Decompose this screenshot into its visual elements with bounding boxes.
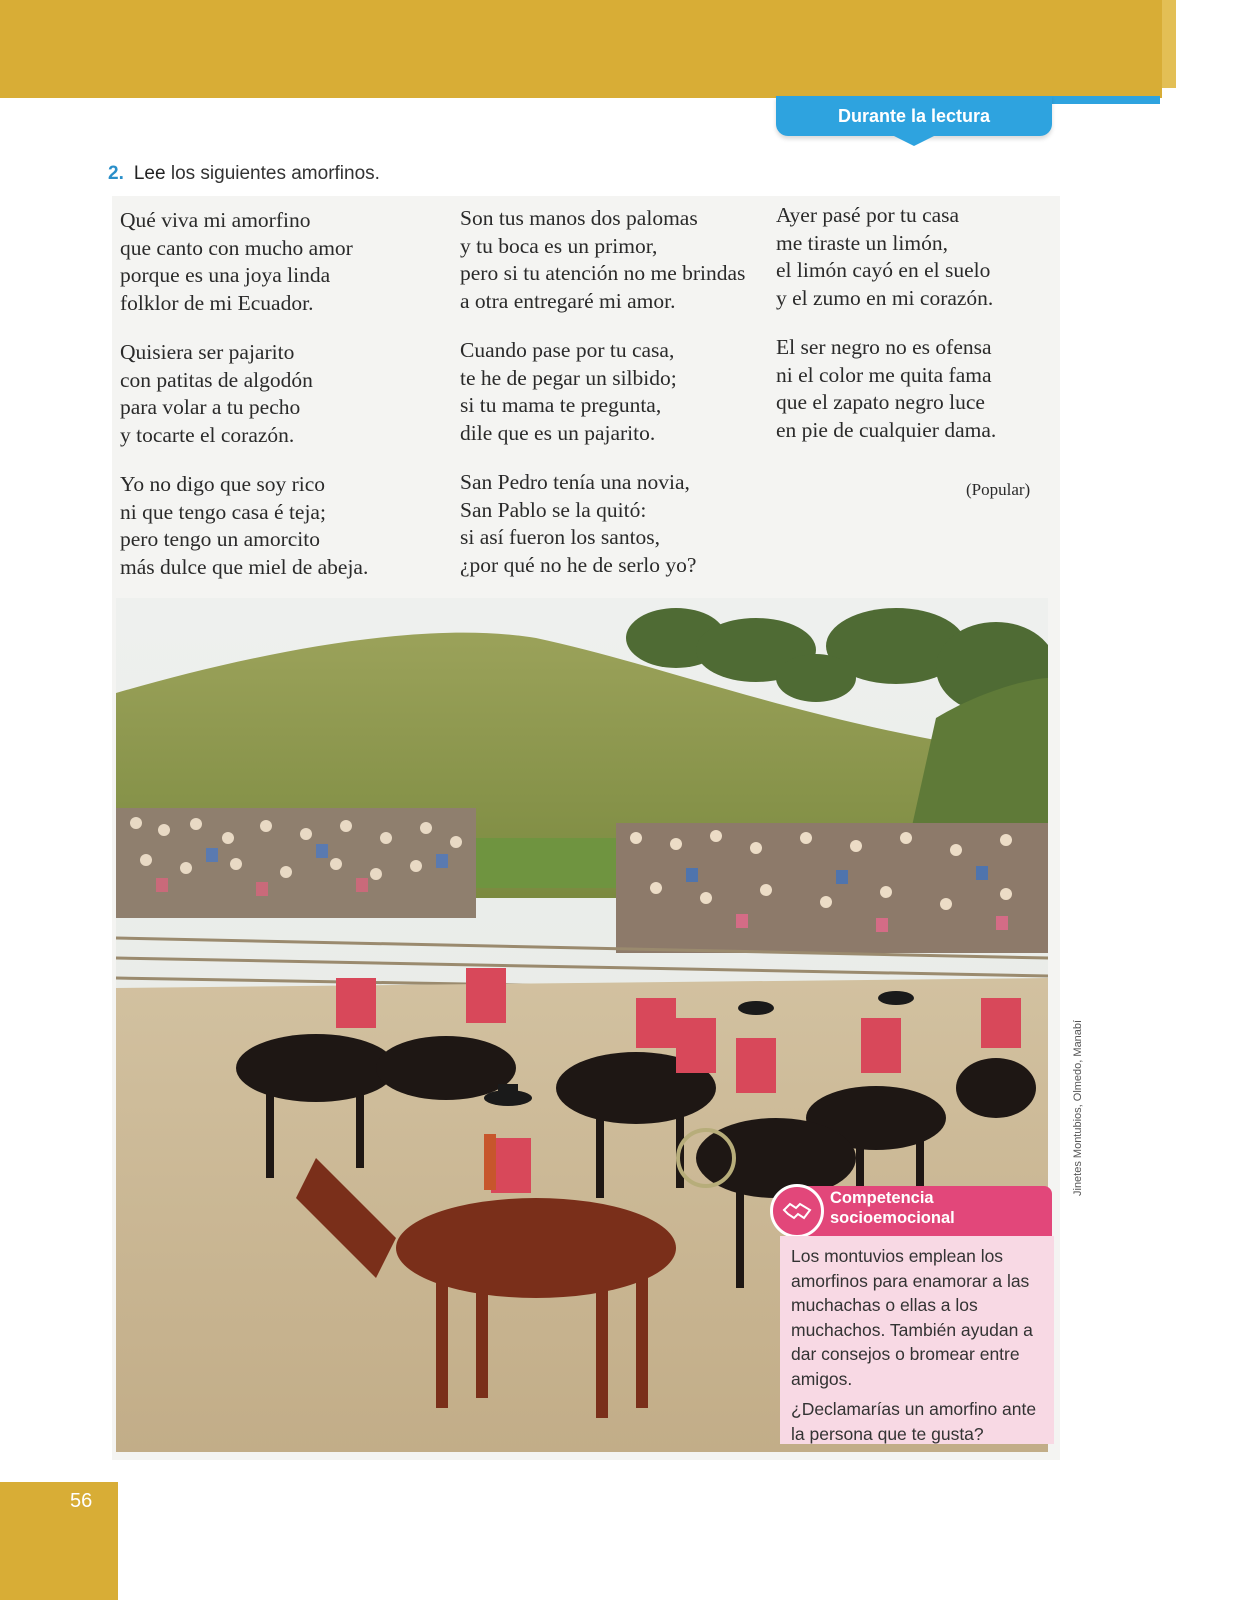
verse-line: ni que tengo casa é teja;	[120, 499, 326, 524]
stanza	[460, 469, 745, 579]
photo-credit: Jinetes Montubios, Olmedo, Manabí	[1072, 1019, 1084, 1196]
verse-line: el limón cayó en el suelo	[776, 258, 991, 282]
verse-line: a otra entregaré mi amor.	[460, 288, 676, 313]
activity-number: 2.	[108, 163, 124, 184]
competency-header	[794, 1186, 1052, 1236]
verse-line: y el zumo en mi corazón.	[776, 285, 994, 310]
verse-line: en pie de cualquier dama.	[776, 417, 997, 442]
verse-line: Cuando pase por tu casa,	[460, 338, 675, 362]
competency-title-line1: Competencia	[830, 1189, 934, 1207]
verse-line: ni el color me quita fama	[776, 362, 992, 387]
verse-line: me tiraste un limón,	[776, 230, 948, 255]
stanza	[120, 339, 368, 449]
stanza	[120, 207, 368, 317]
section-tab-rule	[1052, 96, 1160, 104]
page-number: 56	[70, 1490, 93, 1512]
section-tab: Durante la lectura	[776, 96, 1052, 136]
verse-line: Son tus manos dos palomas	[460, 206, 698, 230]
verse-line: y tocarte el corazón.	[120, 422, 295, 447]
poem-attribution: (Popular)	[966, 480, 1031, 499]
competency-body	[780, 1236, 1054, 1444]
verse-line: pero tengo un amorcito	[120, 527, 321, 551]
stanza	[460, 205, 745, 315]
verse-line: San Pedro tenía una novia,	[460, 470, 690, 494]
verse-line: Yo no digo que soy rico	[120, 472, 326, 496]
verse-line: Ayer pasé por tu casa	[776, 203, 960, 227]
activity-instruction	[108, 163, 380, 185]
stanza	[776, 334, 996, 444]
stanza	[120, 471, 368, 581]
competency-title-line2: socioemocional	[830, 1209, 955, 1227]
verse-line: pero si tu atención no me brindas	[460, 261, 746, 285]
verse-line: que el zapato negro luce	[776, 390, 985, 414]
poem-column-1	[120, 207, 368, 603]
verse-line: folklor de mi Ecuador.	[120, 290, 314, 315]
verse-line: ¿por qué no he de serlo yo?	[460, 552, 697, 577]
verse-line: si así fueron los santos,	[460, 525, 661, 549]
verse-line: que canto con mucho amor	[120, 235, 353, 260]
verse-line: para volar a tu pecho	[120, 395, 301, 419]
activity-text: los siguientes amorfinos.	[170, 163, 380, 184]
verse-line: dile que es un pajarito.	[460, 420, 656, 445]
verse-line: si tu mama te pregunta,	[460, 393, 662, 417]
verse-line: Qué viva mi amorfino	[120, 208, 311, 232]
verse-line: San Pablo se la quitó:	[460, 497, 647, 522]
stanza	[776, 202, 996, 312]
verse-line: y tu boca es un primor,	[460, 233, 658, 258]
verse-line: porque es una joya linda	[120, 263, 331, 287]
top-color-band	[0, 0, 1162, 98]
activity-verb: Lee	[133, 163, 166, 184]
verse-line: El ser negro no es ofensa	[776, 335, 992, 359]
stanza	[460, 337, 745, 447]
verse-line: te he de pegar un silbido;	[460, 365, 677, 390]
handshake-icon	[770, 1184, 824, 1238]
poem-column-2	[460, 205, 745, 601]
verse-line: Quisiera ser pajarito	[120, 340, 295, 364]
competency-box	[780, 1186, 1054, 1444]
competency-paragraph: Los montuvios emplean los amorfinos para enamorar a las muchachas o ellas a los muchachos. También ayudan a dar consejos o bromear entre amigos.	[791, 1246, 1033, 1389]
poem-column-3	[776, 202, 996, 466]
verse-line: con patitas de algodón	[120, 367, 313, 392]
competency-question: ¿Declamarías un amorfino ante la persona que te gusta?	[791, 1399, 1037, 1444]
verse-line: más dulce que miel de abeja.	[120, 554, 369, 579]
page-number-tab	[0, 1482, 118, 1600]
